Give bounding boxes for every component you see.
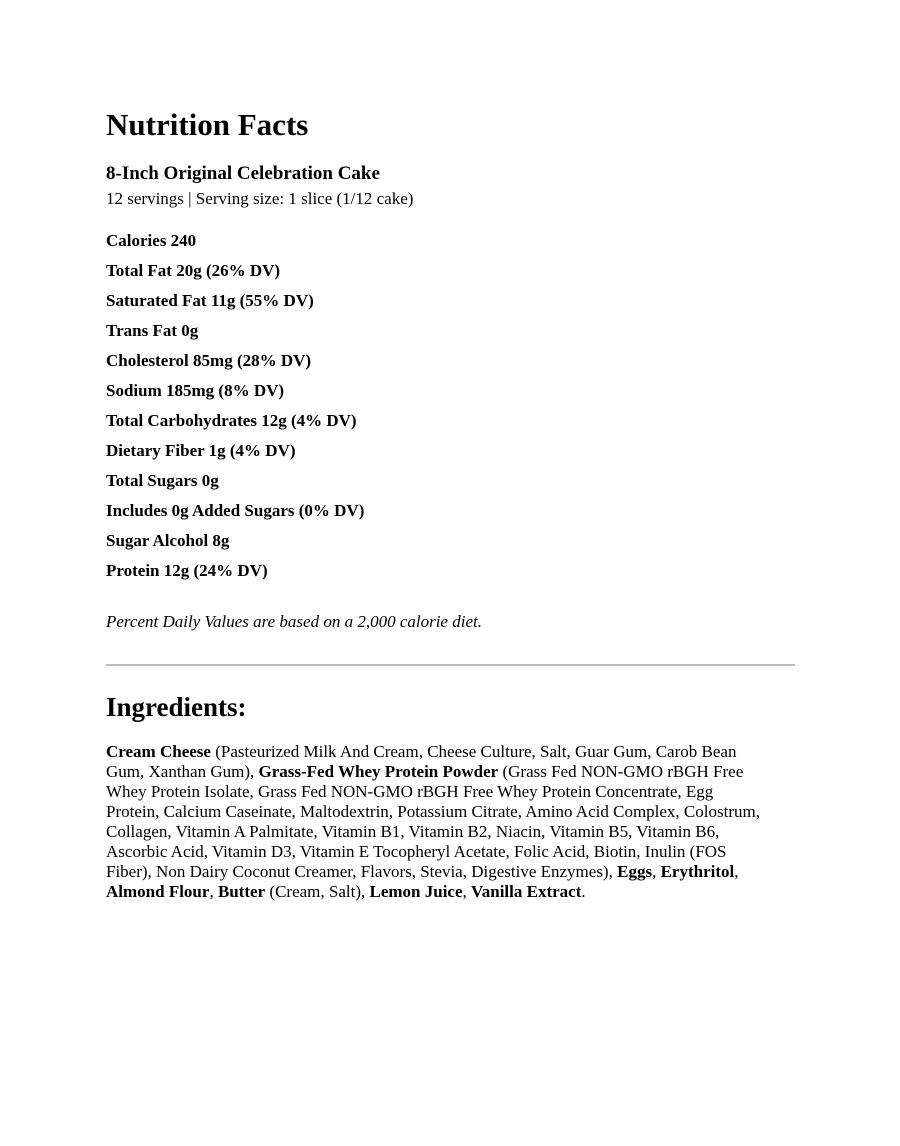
ingredient-detail: ,: [209, 882, 218, 901]
ingredient-detail: ,: [652, 862, 661, 881]
nutrient-protein: Protein 12g (24% DV): [106, 561, 268, 580]
nutrient-cholesterol: Cholesterol 85mg (28% DV): [106, 351, 312, 370]
ingredient-name: Lemon Juice: [369, 882, 463, 901]
ingredient-detail: (Cream, Salt),: [265, 882, 370, 901]
ingredient-detail: .: [581, 882, 586, 901]
ingredient-detail: (Pasteurized Milk And Cream, Cheese Culture, Salt, Guar Gum, Carob Bean: [210, 742, 737, 761]
ingredient-name: Vanilla Extract: [471, 882, 582, 901]
ingredient-detail: Gum, Xanthan Gum),: [106, 762, 259, 781]
ingredient-name: Cream Cheese: [106, 742, 211, 761]
serving-info: 12 servings | Serving size: 1 slice (1/12 cake): [106, 189, 414, 208]
nutrient-dietary-fiber: Dietary Fiber 1g (4% DV): [106, 441, 296, 460]
nutrient-total-sugars: Total Sugars 0g: [106, 471, 219, 490]
ingredient-detail: Fiber), Non Dairy Coconut Creamer, Flavors, Stevia, Digestive Enzymes),: [106, 862, 618, 881]
section-divider: [106, 664, 795, 666]
ingredient-name: Almond Flour: [106, 882, 210, 901]
nutrient-total-carbohydrates: Total Carbohydrates 12g (4% DV): [106, 411, 357, 430]
ingredient-detail: (Grass Fed NON-GMO rBGH Free: [498, 762, 744, 781]
ingredients-line: [106, 882, 796, 902]
ingredients-heading: Ingredients:: [106, 692, 247, 722]
nutrient-sodium: Sodium 185mg (8% DV): [106, 381, 285, 400]
ingredient-detail: Whey Protein Isolate, Grass Fed NON-GMO rBGH Free Whey Protein Concentrate, Egg: [106, 782, 714, 801]
ingredients-line: [106, 742, 796, 762]
ingredient-detail: Collagen, Vitamin A Palmitate, Vitamin B1, Vitamin B2, Niacin, Vitamin B5, Vitamin B6,: [106, 822, 720, 841]
ingredient-name: Eggs: [617, 862, 653, 881]
ingredient-detail: ,: [734, 862, 739, 881]
ingredient-detail: Protein, Calcium Caseinate, Maltodextrin, Potassium Citrate, Amino Acid Complex, Colostrum,: [106, 802, 760, 821]
ingredients-line: [106, 802, 796, 822]
ingredient-name: Erythritol: [660, 862, 735, 881]
nutrient-list: [106, 230, 364, 590]
ingredient-detail: Ascorbic Acid, Vitamin D3, Vitamin E Tocopheryl Acetate, Folic Acid, Biotin, Inulin (FOS: [106, 842, 727, 861]
page-title: Nutrition Facts: [106, 107, 309, 142]
nutrient-trans-fat: Trans Fat 0g: [106, 321, 199, 340]
ingredient-detail: ,: [462, 882, 472, 901]
nutrient-sugar-alcohol: Sugar Alcohol 8g: [106, 531, 230, 550]
nutrient-total-fat: Total Fat 20g (26% DV): [106, 261, 281, 280]
ingredients-text: [106, 742, 796, 902]
ingredient-name: Butter: [217, 882, 266, 901]
ingredients-line: [106, 782, 796, 802]
ingredients-line: [106, 762, 796, 782]
product-name: 8-Inch Original Celebration Cake: [106, 163, 380, 184]
ingredients-line: [106, 842, 796, 862]
ingredients-line: [106, 862, 796, 882]
nutrient-added-sugars: Includes 0g Added Sugars (0% DV): [106, 501, 365, 520]
ingredients-line: [106, 822, 796, 842]
daily-value-note: Percent Daily Values are based on a 2,000 calorie diet.: [106, 612, 482, 631]
nutrient-calories: Calories 240: [106, 231, 197, 250]
ingredient-name: Grass-Fed Whey Protein Powder: [258, 762, 499, 781]
nutrient-saturated-fat: Saturated Fat 11g (55% DV): [106, 291, 314, 310]
